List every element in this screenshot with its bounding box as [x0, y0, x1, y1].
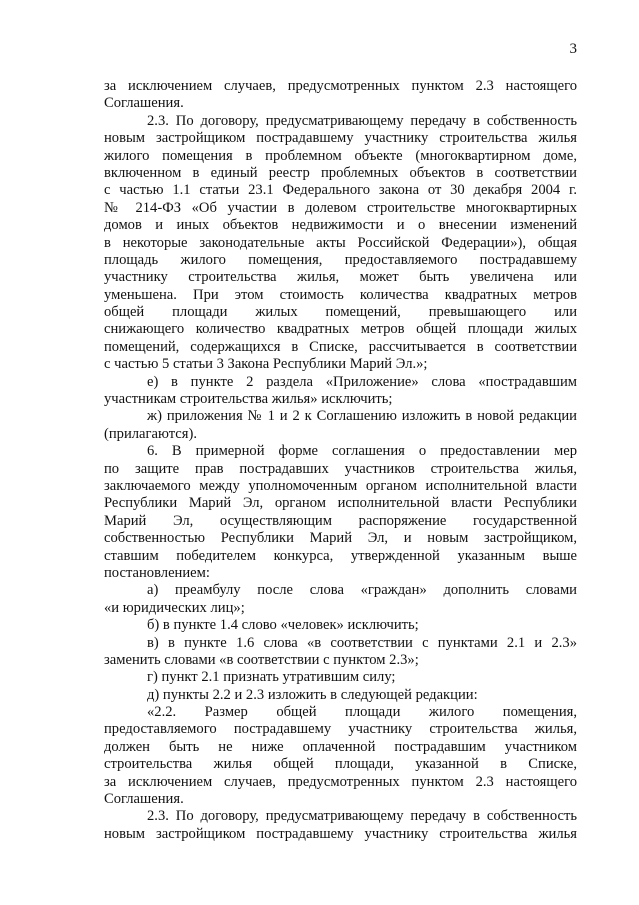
- text-line: Соглашения.: [104, 791, 184, 808]
- text-line: строительства жилья общей площади, указанной в Списке,: [104, 756, 577, 773]
- text-line: Марий Эл, осуществляющим распоряжение государственной: [104, 512, 577, 529]
- text-line: новым застройщиком пострадавшему участнику строительства жилья: [104, 825, 577, 842]
- text-line: заменить словами «в соответствии с пунктом 2.3»;: [104, 651, 419, 668]
- text-line: в) в пункте 1.6 слова «в соответствии с пунктами 2.1 и 2.3»: [147, 634, 577, 651]
- text-line: заключаемого между уполномоченным органом исполнительной власти: [104, 477, 577, 494]
- text-line: с частью 1.1 статьи 23.1 Федерального закона от 30 декабря 2004 г.: [104, 182, 577, 199]
- text-line: участникам строительства жилья» исключить;: [104, 391, 393, 408]
- text-line: ставшим победителем конкурса, утвержденной указанным выше: [104, 547, 577, 564]
- text-line: с частью 5 статьи 3 Закона Республики Марий Эл.»;: [104, 356, 428, 373]
- text-line: 2.3. По договору, предусматривающему передачу в собственность: [147, 808, 577, 825]
- text-line: площадь жилого помещения, предоставляемого пострадавшему: [104, 251, 577, 268]
- text-line: новым застройщиком пострадавшему участнику строительства жилья: [104, 130, 577, 147]
- text-line: Соглашения.: [104, 95, 184, 112]
- text-line: д) пункты 2.2 и 2.3 изложить в следующей редакции:: [147, 686, 478, 703]
- text-line: ж) приложения № 1 и 2 к Соглашению изложить в новой редакции: [147, 408, 577, 425]
- text-line: общей площади жилых помещений, превышающего или: [104, 304, 577, 321]
- text-line: по защите прав пострадавших участников строительства жилья,: [104, 460, 577, 477]
- text-line: снижающего количество квадратных метров общей площади жилых: [104, 321, 577, 338]
- text-line: б) в пункте 1.4 слово «человек» исключить;: [147, 617, 419, 634]
- text-line: постановлением:: [104, 564, 210, 581]
- text-line: 6. В примерной форме соглашения о предоставлении мер: [147, 443, 577, 460]
- text-line: помещений, содержащихся в Списке, рассчитывается в соответствии: [104, 338, 577, 355]
- text-line: домов и иных объектов недвижимости и о внесении изменений: [104, 217, 577, 234]
- text-line: 2.3. По договору, предусматривающему передачу в собственность: [147, 112, 577, 129]
- text-line: за исключением случаев, предусмотренных пунктом 2.3 настоящего: [104, 78, 577, 94]
- page-number: 3: [569, 41, 577, 57]
- text-line: предоставляемого пострадавшему участнику строительства жилья,: [104, 721, 577, 738]
- text-line: е) в пункте 2 раздела «Приложение» слова «пострадавшим: [147, 373, 577, 390]
- text-line: «2.2. Размер общей площади жилого помещения,: [147, 704, 577, 721]
- document-body-text: [104, 78, 577, 843]
- text-line: № 214-ФЗ «Об участии в долевом строительстве многоквартирных: [104, 199, 577, 216]
- text-line: за исключением случаев, предусмотренных пунктом 2.3 настоящего: [104, 773, 577, 790]
- text-line: г) пункт 2.1 признать утратившим силу;: [147, 669, 396, 686]
- text-line: а) преамбулу после слова «граждан» дополнить словами: [147, 582, 577, 599]
- text-line: в некоторые законодательные акты Российской Федерации»), общая: [104, 234, 577, 251]
- text-line: участнику строительства жилья, может быть увеличена или: [104, 269, 577, 286]
- text-line: Республики Марий Эл, органом исполнительной власти Республики: [104, 495, 577, 512]
- text-line: (прилагаются).: [104, 425, 197, 442]
- text-line: включенном в единый реестр проблемных объектов в соответствии: [104, 164, 577, 181]
- text-line: «и юридических лиц»;: [104, 599, 245, 616]
- text-line: должен быть не ниже оплаченной пострадавшим участником: [104, 738, 577, 755]
- text-line: жилого помещения в проблемном объекте (многоквартирном доме,: [104, 147, 577, 164]
- text-line: уменьшена. При этом стоимость количества квадратных метров: [104, 286, 577, 303]
- text-line: собственностью Республики Марий Эл, и новым застройщиком,: [104, 530, 577, 547]
